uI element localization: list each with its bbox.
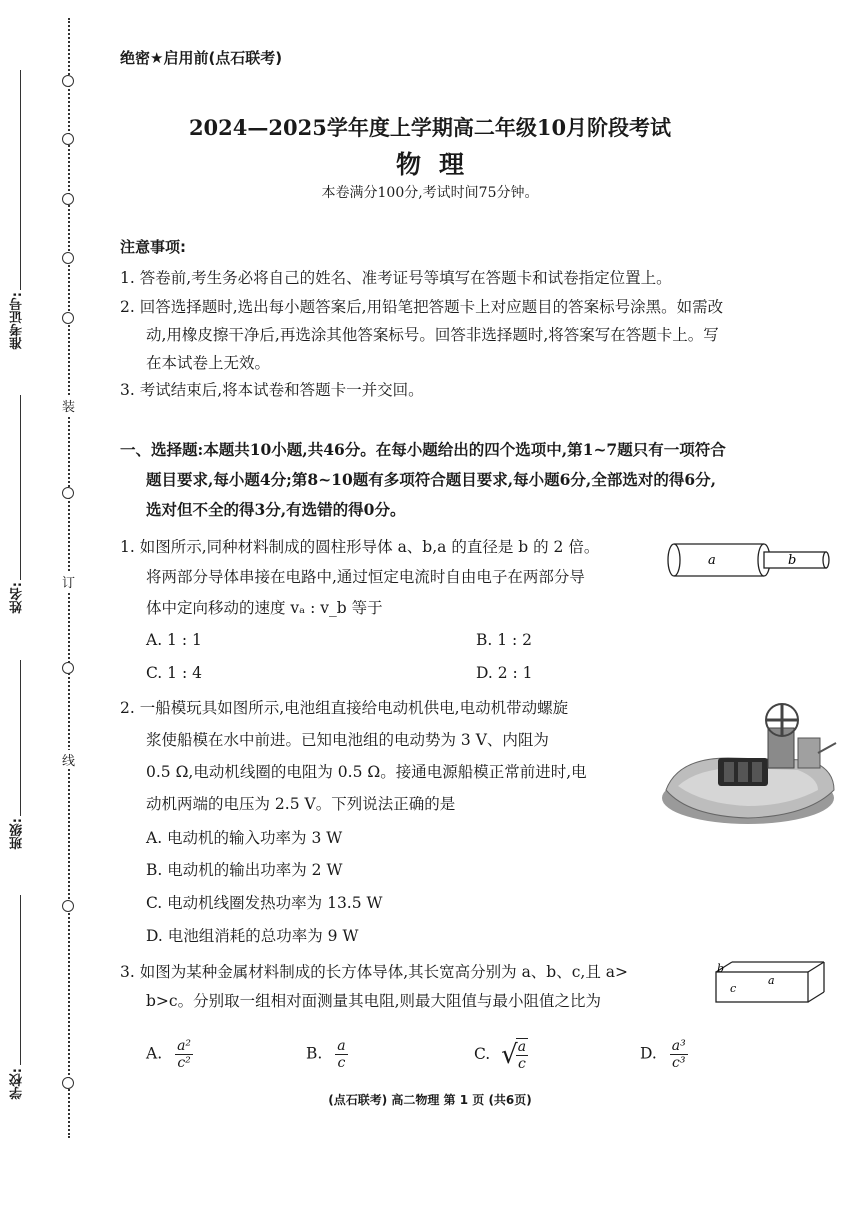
binding-hole [62, 1077, 74, 1089]
binding-hole [62, 252, 74, 264]
subject-title: 物理 [395, 150, 482, 179]
q1-option-d: D. 2 : 1 [476, 664, 533, 682]
notice-item: 3. 考试结束后,将本试卷和答题卡一并交回。 [120, 381, 424, 399]
question-3-text: b>c。分别取一组相对面测量其电阻,则最大阻值与最小阻值之比为 [146, 992, 602, 1010]
binding-hole [62, 75, 74, 87]
binding-hole [62, 662, 74, 674]
exam-title: 2024—2025学年度上学期高二年级10月阶段考试 [188, 115, 672, 140]
binding-hole [62, 312, 74, 324]
question-2-text: 浆使船模在水中前进。已知电池组的电动势为 3 V、内阻为 [146, 731, 549, 749]
cuboid-label-b: b [717, 962, 725, 975]
q3-option-c-letter: C. [474, 1045, 491, 1063]
q3-option-a [146, 1038, 193, 1071]
binding-char-zhuang: 装 [62, 396, 75, 415]
score-info: 本卷满分100分,考试时间75分钟。 [321, 185, 539, 201]
q3-option-d-numerator: a³ [671, 1038, 686, 1054]
notice-item: 在本试卷上无效。 [146, 354, 271, 372]
binding-char-xian: 线 [62, 750, 75, 769]
q3-option-c [474, 1038, 528, 1072]
cuboid-conductor-figure [714, 960, 828, 1004]
q2-option-a: A. 电动机的输入功率为 3 W [146, 829, 343, 847]
cuboid-label-a: a [768, 974, 775, 987]
q3-option-d-denominator: c³ [672, 1055, 686, 1071]
question-2-text: 0.5 Ω,电动机线圈的电阻为 0.5 Ω。接通电源船模正常前进时,电 [146, 763, 587, 781]
confidential-mark: 绝密★启用前(点石联考) [120, 49, 283, 67]
name-field [20, 395, 21, 580]
q3-option-c-numerator: a [517, 1039, 527, 1055]
question-3-text: 3. 如图为某种金属材料制成的长方体导体,其长宽高分别为 a、b、c,且 a> [120, 963, 628, 981]
page-footer: (点石联考) 高二物理 第 1 页 (共6页) [328, 1093, 532, 1107]
q3-option-c-denominator: c [518, 1056, 526, 1072]
q3-option-d [640, 1038, 688, 1071]
q2-option-d: D. 电池组消耗的总功率为 9 W [146, 927, 359, 945]
question-2-text: 2. 一船模玩具如图所示,电池组直接给电动机供电,电动机带动螺旋 [120, 699, 569, 717]
section-heading: 一、选择题:本题共10小题,共46分。在每小题给出的四个选项中,第1~7题只有一项符合 [120, 440, 726, 459]
q3-option-b-numerator: a [337, 1038, 346, 1054]
question-1-text: 1. 如图所示,同种材料制成的圆柱形导体 a、b,a 的直径是 b 的 2 倍。 [120, 538, 600, 556]
notice-item: 2. 回答选择题时,选出每小题答案后,用铅笔把答题卡上对应题目的答案标号涂黑。如需改 [120, 298, 724, 316]
boat-model-photo [658, 698, 838, 828]
question-1-text: 体中定向移动的速度 vₐ : v_b 等于 [146, 599, 383, 617]
cylinder-conductor-figure [664, 538, 834, 582]
binding-hole [62, 900, 74, 912]
notice-item: 1. 答卷前,考生务必将自己的姓名、准考证号等填写在答题卡和试卷指定位置上。 [120, 269, 672, 287]
section-heading: 选对但不全的得3分,有选错的得0分。 [146, 500, 406, 519]
q1-option-c: C. 1 : 4 [146, 664, 202, 682]
q3-option-a-letter: A. [146, 1044, 163, 1063]
q3-option-b-denominator: c [337, 1055, 346, 1071]
school-label: 学校: [10, 1068, 25, 1100]
q3-option-c-fraction [516, 1038, 528, 1072]
school-field [20, 895, 21, 1065]
question-2-text: 动机两端的电压为 2.5 V。下列说法正确的是 [146, 795, 456, 813]
q1-option-a: A. 1 : 1 [146, 631, 202, 649]
class-label: 班级: [10, 818, 25, 850]
q3-option-b [306, 1038, 348, 1071]
binding-hole [62, 487, 74, 499]
q2-option-c: C. 电动机线圈发热功率为 13.5 W [146, 894, 383, 912]
cuboid-label-c: c [730, 982, 737, 995]
section-heading: 题目要求,每小题4分;第8~10题有多项符合题目要求,每小题6分,全部选对的得6分, [146, 470, 717, 489]
name-label: 姓名: [10, 582, 25, 614]
question-1-text: 将两部分导体串接在电路中,通过恒定电流时自由电子在两部分导 [146, 568, 585, 586]
q3-option-a-numerator: a² [177, 1038, 192, 1054]
q3-option-a-fraction [175, 1038, 193, 1071]
q2-option-b: B. 电动机的输出功率为 2 W [146, 861, 343, 879]
sqrt-sign-icon: √ [501, 1040, 518, 1070]
q3-option-a-denominator: c² [177, 1055, 191, 1071]
q1-option-b: B. 1 : 2 [476, 631, 533, 649]
q3-option-d-letter: D. [640, 1044, 657, 1063]
q3-option-b-letter: B. [306, 1044, 323, 1063]
q3-option-b-fraction [335, 1038, 347, 1071]
cylinder-label-b: b [788, 553, 797, 568]
q3-option-d-fraction [670, 1038, 688, 1071]
notice-item: 动,用橡皮擦干净后,再选涂其他答案标号。回答非选择题时,将答案写在答题卡上。写 [146, 326, 719, 344]
exam-number-label: 准考证号: [10, 292, 25, 350]
notice-heading: 注意事项: [120, 238, 186, 256]
binding-char-ding: 订 [62, 572, 75, 591]
cylinder-label-a: a [708, 553, 716, 568]
class-field [20, 660, 21, 816]
